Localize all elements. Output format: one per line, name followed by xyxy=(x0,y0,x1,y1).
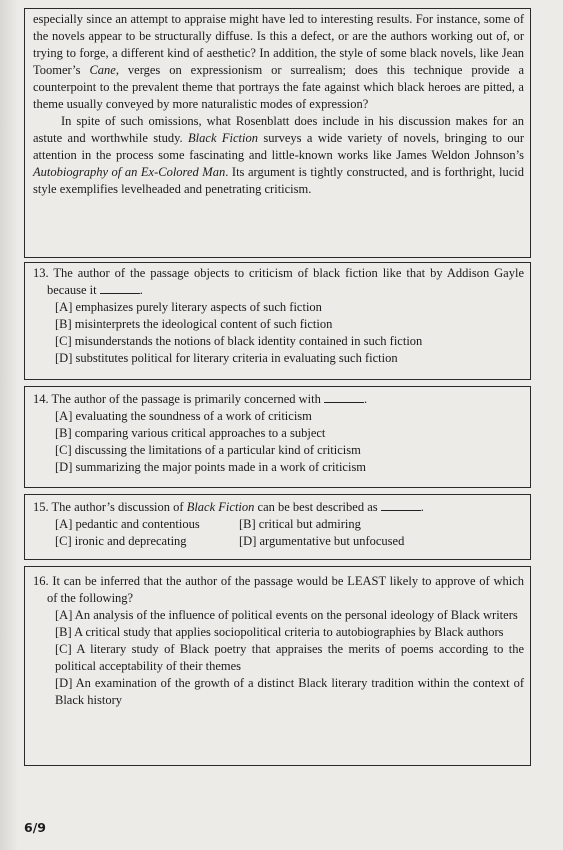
question-stem: 15. The author’s discussion of Black Fiction can be best described as . xyxy=(33,500,424,514)
option-c[interactable]: [C] discussing the limitations of a particular kind of criticism xyxy=(55,443,361,457)
option-b[interactable]: [B] misinterprets the ideological content of such fiction xyxy=(55,317,333,331)
option-d[interactable]: [D] summarizing the major points made in a work of criticism xyxy=(55,460,367,474)
page-number: 6/9 xyxy=(24,820,46,835)
option-c[interactable]: [C] A literary study of Black poetry that appraises the merits of poems according to the political acceptability of their themes xyxy=(55,642,524,673)
question-16 xyxy=(24,566,531,766)
option-a[interactable]: [A] emphasizes purely literary aspects of such fiction xyxy=(55,300,322,314)
title-autobiography: Autobiography of an Ex-Colored Man xyxy=(33,165,226,179)
question-15 xyxy=(24,494,531,560)
question-stem: 16. It can be inferred that the author of the passage would be LEAST likely to approve of which of the following? xyxy=(33,574,524,605)
answer-blank xyxy=(324,391,364,403)
option-c[interactable]: [C] misunderstands the notions of black identity contained in such fiction xyxy=(55,334,423,348)
title-black-fiction: Black Fiction xyxy=(188,131,258,145)
options-row-2 xyxy=(55,533,524,550)
question-14 xyxy=(24,386,531,488)
question-13 xyxy=(24,262,531,380)
option-d[interactable]: [D] An examination of the growth of a distinct Black literary tradition within the context of Black history xyxy=(55,676,524,707)
option-b[interactable]: [B] critical but admiring xyxy=(239,517,361,531)
question-stem: 14. The author of the passage is primarily concerned with . xyxy=(33,392,368,406)
option-a[interactable]: [A] evaluating the soundness of a work of criticism xyxy=(55,409,312,423)
options-row-1 xyxy=(55,516,524,533)
answer-blank xyxy=(381,499,421,511)
passage-paragraph-2: In spite of such omissions, what Rosenblatt does include in his discussion makes for an astute and worthwhile study. Black Fiction surveys a wide variety of novels, bringing to our attention in the process some fascinating and little-known works like James Weldon Johnson’s Autobiography of an Ex-Colored Man. Its argument is tightly constructed, and is forthright, lucid style exemplifies levelheaded and penetrating criticism. xyxy=(33,114,524,196)
title-cane: Cane xyxy=(89,63,116,77)
option-a[interactable]: [A] pedantic and contentious xyxy=(55,517,200,531)
answer-blank xyxy=(100,282,140,294)
title-black-fiction: Black Fiction xyxy=(186,500,255,514)
reading-passage xyxy=(24,8,531,258)
option-b[interactable]: [B] A critical study that applies sociopolitical criteria to autobiographies by Black authors xyxy=(55,625,504,639)
question-stem: 13. The author of the passage objects to criticism of black fiction like that by Addison Gayle because it . xyxy=(33,266,524,297)
option-a[interactable]: [A] An analysis of the influence of political events on the personal ideology of Black writers xyxy=(55,608,518,622)
option-b[interactable]: [B] comparing various critical approaches to a subject xyxy=(55,426,326,440)
option-d[interactable]: [D] argumentative but unfocused xyxy=(239,534,405,548)
page-edge-shadow xyxy=(0,0,18,850)
passage-paragraph-1: especially since an attempt to appraise might have led to interesting results. For instance, some of the novels appear to be structurally diffuse. Is this a defect, or are the authors working out of, or trying to forge, a different kind of aesthetic? In addition, the style of some black novels, like Jean Toomer’s Cane, verges on expressionism or surrealism; does this technique provide a counterpoint to the prevalent theme that portrays the fate against which black heroes are pitted, a theme usually conveyed by more naturalistic modes of expression? xyxy=(33,12,524,111)
option-c[interactable]: [C] ironic and deprecating xyxy=(55,534,187,548)
option-d[interactable]: [D] substitutes political for literary criteria in evaluating such fiction xyxy=(55,351,398,365)
